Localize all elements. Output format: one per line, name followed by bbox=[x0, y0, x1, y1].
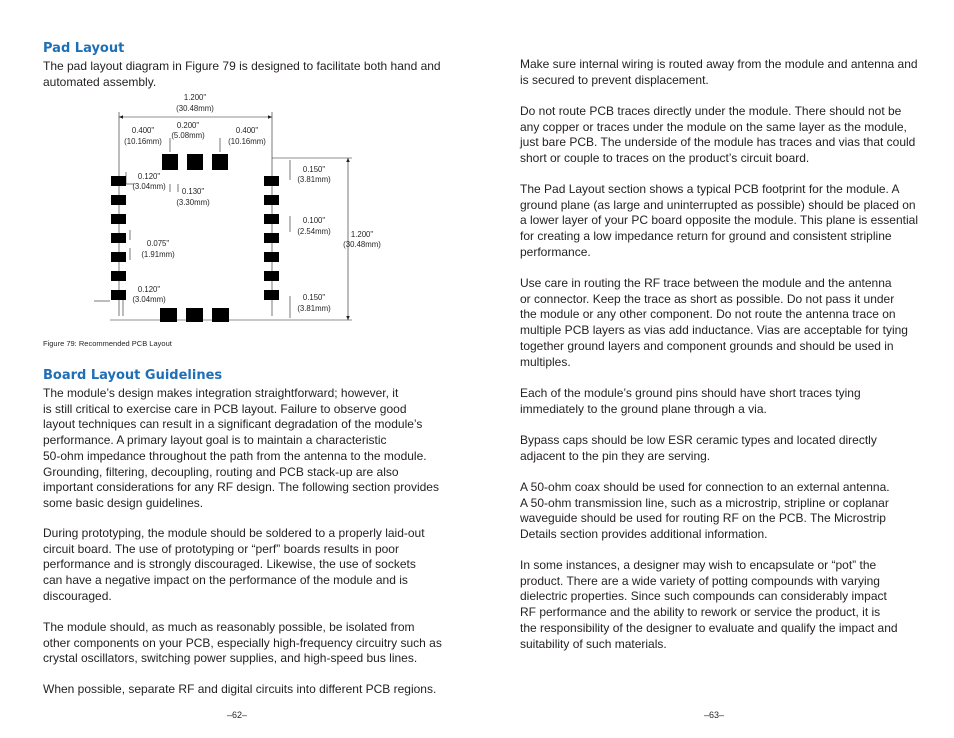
pcb-layout-diagram bbox=[0, 88, 477, 328]
board-layout-paragraph-4 bbox=[43, 682, 436, 698]
text-line: product. There are a wide variety of potting compounds with varying bbox=[520, 573, 880, 588]
pcb-pad bbox=[264, 195, 279, 205]
text-line: performance and is strongly discouraged. Likewise, the use of sockets bbox=[43, 557, 416, 572]
text-line: the module or any other component. Do not route the antenna trace on bbox=[520, 307, 896, 322]
text-line: short or couple to traces on the product’s circuit board. bbox=[520, 151, 810, 166]
arrowhead bbox=[268, 115, 272, 119]
text-line: During prototyping, the module should be soldered to a properly laid-out bbox=[43, 526, 425, 540]
text-line: dielectric properties. Since such compounds can considerably impact bbox=[520, 589, 887, 604]
dim-label: 0.400" bbox=[235, 126, 259, 135]
dim-label: 0.120" bbox=[137, 285, 161, 294]
text-line: circuit board. The use of prototyping or “perf” boards results in poor bbox=[43, 541, 399, 556]
dim-label: (10.16mm) bbox=[124, 137, 162, 146]
pcb-pad bbox=[212, 308, 229, 322]
pcb-pad bbox=[111, 271, 126, 281]
text-line: ground plane (as large and uninterrupted as possible) should be placed on bbox=[520, 197, 916, 212]
right-paragraph-1 bbox=[520, 57, 918, 88]
text-line: Grounding, filtering, decoupling, routing and PCB stack-up are also bbox=[43, 464, 399, 479]
pcb-pad bbox=[264, 271, 279, 281]
dim-label: 0.150" bbox=[302, 165, 326, 174]
text-line: other components on your PCB, especially high-frequency circuitry such as bbox=[43, 635, 442, 650]
dim-label: 0.120" bbox=[137, 172, 161, 181]
pcb-pad bbox=[111, 252, 126, 262]
pcb-pad bbox=[264, 252, 279, 262]
text-line: The module’s design makes integration straightforward; however, it bbox=[43, 386, 399, 400]
text-line: important considerations for any RF design. The following section provides bbox=[43, 480, 439, 495]
text-line: any copper or traces under the module on the same layer as the module, bbox=[520, 119, 907, 134]
dim-label: (3.81mm) bbox=[297, 304, 331, 313]
text-line: the responsibility of the designer to evaluate and qualify the impact and bbox=[520, 620, 898, 635]
text-line: Bypass caps should be low ESR ceramic types and located directly bbox=[520, 433, 877, 447]
board-layout-heading: Board Layout Guidelines bbox=[43, 368, 223, 383]
text-line: The Pad Layout section shows a typical PCB footprint for the module. A bbox=[520, 182, 900, 196]
pcb-pad bbox=[111, 214, 126, 224]
text-line: or connector. Keep the trace as short as possible. Do not pass it under bbox=[520, 291, 895, 306]
pad-layout-heading: Pad Layout bbox=[43, 41, 125, 56]
text-line: immediately to the ground plane through a via. bbox=[520, 401, 767, 416]
text-line: automated assembly. bbox=[43, 74, 157, 89]
pcb-pad bbox=[186, 308, 203, 322]
dim-label: 1.200" bbox=[183, 93, 207, 102]
pcb-pad bbox=[264, 176, 279, 186]
text-line: Each of the module’s ground pins should have short traces tying bbox=[520, 386, 861, 400]
right-paragraph-5 bbox=[520, 386, 861, 417]
text-line: Use care in routing the RF trace between the module and the antenna bbox=[520, 276, 892, 290]
text-line: In some instances, a designer may wish to encapsulate or “pot” the bbox=[520, 558, 877, 572]
text-line: waveguide should be used for routing RF on the PCB. The Microstrip bbox=[520, 511, 886, 526]
pcb-pad bbox=[162, 154, 178, 170]
right-paragraph-2 bbox=[520, 104, 915, 167]
board-layout-paragraph-2 bbox=[43, 526, 425, 605]
text-line: performance. A primary layout goal is to maintain a characteristic bbox=[43, 433, 387, 448]
text-line: RF performance and the ability to rework or service the product, it is bbox=[520, 605, 881, 620]
pcb-pad bbox=[160, 308, 177, 322]
text-line: together ground layers and component grounds and should be used in bbox=[520, 338, 894, 353]
dim-label: (3.30mm) bbox=[176, 198, 210, 207]
text-line: A 50-ohm transmission line, such as a microstrip, stripline or coplanar bbox=[520, 495, 889, 510]
dim-label: 0.100" bbox=[302, 216, 326, 225]
text-line: 50-ohm impedance throughout the path from the antenna to the module. bbox=[43, 448, 427, 463]
text-line: The pad layout diagram in Figure 79 is designed to facilitate both hand and bbox=[43, 59, 441, 73]
pcb-pad bbox=[264, 290, 279, 300]
figure-caption: Figure 79: Recommended PCB Layout bbox=[43, 339, 172, 348]
dim-label: (1.91mm) bbox=[141, 250, 175, 259]
dim-label: 0.150" bbox=[302, 293, 326, 302]
text-line: just bare PCB. The underside of the module has traces and vias that could bbox=[520, 135, 916, 150]
text-line: layout techniques can result in a significant degradation of the module’s bbox=[43, 417, 423, 432]
pcb-pad bbox=[187, 154, 203, 170]
page-number: –62– bbox=[227, 710, 248, 720]
text-line: Make sure internal wiring is routed away from the module and antenna and bbox=[520, 57, 918, 71]
dim-label: (10.16mm) bbox=[228, 137, 266, 146]
arrowhead bbox=[346, 316, 350, 320]
right-paragraph-6 bbox=[520, 433, 877, 464]
dim-label: (3.04mm) bbox=[132, 295, 166, 304]
pcb-pad bbox=[264, 233, 279, 243]
dim-label: (30.48mm) bbox=[176, 104, 214, 113]
right-paragraph-8 bbox=[520, 558, 898, 652]
text-line: performance. bbox=[520, 244, 591, 259]
text-line: multiple PCB layers as vias add inductance. Vias are acceptable for tying bbox=[520, 323, 908, 338]
text-line: discouraged. bbox=[43, 588, 112, 603]
text-line: When possible, separate RF and digital circuits into different PCB regions. bbox=[43, 682, 437, 696]
text-line: The module should, as much as reasonably possible, be isolated from bbox=[43, 620, 415, 634]
right-paragraph-4 bbox=[520, 276, 908, 370]
text-line: for creating a low impedance return for ground and consistent stripline bbox=[520, 229, 892, 244]
text-line: is still critical to exercise care in PCB layout. Failure to observe good bbox=[43, 401, 407, 416]
dim-label: 1.200" bbox=[350, 230, 374, 239]
dim-label: (3.81mm) bbox=[297, 175, 331, 184]
dim-label: 0.200" bbox=[176, 121, 200, 130]
pcb-pad bbox=[212, 154, 228, 170]
right-paragraph-7 bbox=[520, 480, 890, 543]
dim-label: 0.075" bbox=[146, 239, 170, 248]
page-number: –63– bbox=[704, 710, 725, 720]
pcb-pad bbox=[111, 195, 126, 205]
text-line: some basic design guidelines. bbox=[43, 495, 204, 510]
board-layout-paragraph-3 bbox=[43, 620, 442, 667]
text-line: is secured to prevent displacement. bbox=[520, 72, 709, 87]
pcb-pad bbox=[264, 214, 279, 224]
text-line: a lower layer of your PC board opposite the module. This plane is essential bbox=[520, 213, 918, 228]
text-line: Do not route PCB traces directly under the module. There should not be bbox=[520, 104, 902, 118]
arrowhead bbox=[346, 158, 350, 162]
dim-label: 0.400" bbox=[131, 126, 155, 135]
right-page bbox=[477, 0, 954, 738]
text-line: crystal oscillators, switching power supplies, and high-speed bus lines. bbox=[43, 651, 418, 666]
text-line: A 50-ohm coax should be used for connection to an external antenna. bbox=[520, 480, 890, 494]
board-layout-paragraph-1 bbox=[43, 386, 439, 512]
pcb-pad bbox=[111, 290, 126, 300]
pad-layout-intro bbox=[43, 59, 441, 90]
text-line: Details section provides additional information. bbox=[520, 527, 768, 542]
text-line: suitability of such materials. bbox=[520, 636, 667, 651]
pcb-pad bbox=[111, 176, 126, 186]
text-line: adjacent to the pin they are serving. bbox=[520, 448, 711, 463]
text-line: can have a negative impact on the performance of the module and is bbox=[43, 573, 408, 588]
dim-label: (3.04mm) bbox=[132, 182, 166, 191]
dim-label: (30.48mm) bbox=[343, 240, 381, 249]
dim-label: (2.54mm) bbox=[297, 227, 331, 236]
dim-label: 0.130" bbox=[181, 187, 205, 196]
text-line: multiples. bbox=[520, 354, 571, 369]
right-paragraph-3 bbox=[520, 182, 918, 261]
pcb-pad bbox=[111, 233, 126, 243]
arrowhead bbox=[119, 115, 123, 119]
dim-label: (5.08mm) bbox=[171, 131, 205, 140]
